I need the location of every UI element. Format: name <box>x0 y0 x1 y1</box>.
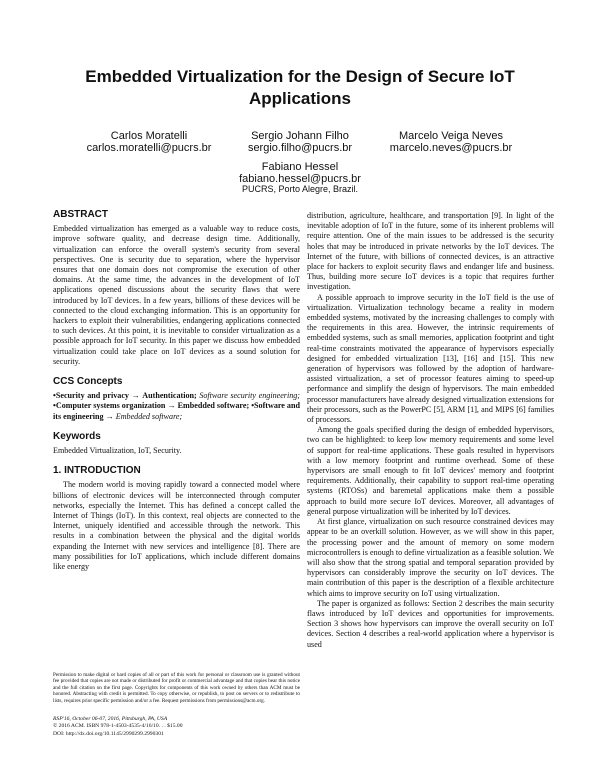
ccs-concept-1-leaf: Software security engineering; <box>199 391 300 401</box>
bullet-3: • <box>251 401 255 411</box>
ccs-concepts <box>53 391 300 422</box>
bullet-1: • <box>53 391 56 401</box>
author-block-4 <box>215 161 385 185</box>
ccs-heading: CCS Concepts <box>53 376 123 388</box>
author-email: sergio.filho@pucrs.br <box>247 142 353 154</box>
author-block-1 <box>64 130 234 154</box>
bullet-2: • <box>53 401 56 411</box>
left-column <box>53 208 300 572</box>
conference-info <box>53 716 300 738</box>
ccs-concept-1: Security and privacy <box>55 391 129 401</box>
conference-venue: RSP'16, October 06-07, 2016, Pittsburgh, PA, USA <box>53 716 168 722</box>
arrow-2: → <box>167 401 176 411</box>
right-paragraph-3: Among the goals specified during the design of embedded hypervisors, two can be highlighted: to keep low memory requirements and some level of support for real-time applications. These goals resulted in hypervisors with a low memory footprint and runtime overhead. Some of these hypervisors are small enough to fit IoT devices' memory and footprint requirements. Additionally, their capability to support real-time operating systems (RTOSs) and baremetal applications make them a possible approach to build more secure IoT devices. Moreover, all advantages of general purpose virtualization will be inherited by IoT devices. <box>307 425 554 516</box>
author-name: Sergio Johann Filho <box>251 130 349 142</box>
author-email: carlos.moratelli@pucrs.br <box>86 142 212 154</box>
ccs-concept-3: Software and its engineering <box>53 401 300 421</box>
author-email: marcelo.neves@pucrs.br <box>389 142 513 154</box>
doi-line: DOI: http://dx.doi.org/10.1145/2990299.2990301 <box>53 730 164 737</box>
ccs-concept-2: Computer systems organization <box>55 401 166 411</box>
introduction-heading: 1. INTRODUCTION <box>53 465 141 477</box>
keywords-text: Embedded Virtualization, IoT, Security. <box>53 446 182 456</box>
author-email: fabiano.hessel@pucrs.br <box>239 173 361 185</box>
right-paragraph-1: distribution, agriculture, healthcare, and transportation [9]. In light of the inevitable adoption of IoT in the future, some of its inherent problems will require attention. One of the main issues to be addressed is the security holes that may be introduced in private networks by the IoT devices. The Internet of the future, with billions of connected devices, is an attractive place for hackers to exploit security flaws and endanger life and business. Thus, building more secure IoT devices is a topic that requires further investigation. <box>307 211 554 292</box>
ccs-concept-2-sub: Embedded software; <box>177 401 250 411</box>
author-block-3 <box>366 130 536 154</box>
permission-notice: Permission to make digital or hard copies of all or part of this work for personal or classroom use is granted without fee provided that copies are not made or distributed for profit or commercial advantage and that copies bear this notice and the full citation on the first page. Copyrights for components of this work owned by others than ACM must be honored. Abstracting with credit is permitted. To copy otherwise, or republish, to post on servers or to redistribute to lists, requires prior specific permission and/or a fee. Request permissions from permissions@acm.org. <box>53 672 300 704</box>
ccs-concept-3-leaf: Embedded software; <box>115 411 183 421</box>
author-name: Fabiano Hessel <box>261 161 339 173</box>
right-paragraph-2: A possible approach to improve security in the IoT field is the use of virtualization. Virtualization technology became a reality in modern embedded systems, motivated by the increasing challenges to comply with the requirements in this area. However, the intrinsic requirements of embedded systems, such as small memories, application footprint and tight real-time constraints motivated the appearance of hypervisors especially designed for embedded virtualization [13], [16] and [15]. This new generation of hypervisors was followed by the adoption of hardware-assisted virtualization, a set of processor features aiming to speed-up performance and simplify the design of hypervisors. The main embedded processor manufacturers have already designed virtualization extensions for their processors, such as the PowerPC [5], ARM [1], and MIPS [6] families of processors. <box>307 292 554 425</box>
right-column <box>307 211 554 650</box>
affiliation: PUCRS, Porto Alegre, Brazil. <box>241 184 359 194</box>
right-paragraph-4: At first glance, virtualization on such resource constrained devices may appear to be an overkill solution. However, as we will show in this paper, the processing power and the amount of memory on some modern microcontrollers is enough to define virtualization as a feasible solution. We will also show that the strong spatial and temporal separation provided by hypervisors can considerably improve the security on IoT devices. The main contribution of this paper is the description of a flexible architecture which aims to improve security on IoT using virtualization. <box>307 517 554 598</box>
author-name: Marcelo Veiga Neves <box>399 130 503 142</box>
intro-paragraph-1: The modern world is moving rapidly toward a connected model where billions of electronic devices will be interconnected through computer networks, especially the Internet. This has defined a concept called the Internet of Things (IoT). In this context, real objects are connected to the Internet, uniquely identified and accessible through the network. This results in a combination between the physical and the digital worlds expanding the Internet with new services and intelligence [8]. There are many possibilities for IoT applications, which include different domains like energy <box>53 480 300 572</box>
arrow-3: → <box>105 411 114 421</box>
keywords-heading: Keywords <box>53 430 101 442</box>
arrow-1: → <box>131 391 140 401</box>
isbn-line: © 2016 ACM. ISBN 978-1-4503-4535-4/16/10. . . $15.00 <box>53 723 183 730</box>
title-line-1: Embedded Virtualization for the Design of Secure IoT <box>85 67 515 86</box>
abstract-text: Embedded virtualization has emerged as a valuable way to reduce costs, improve software quality, and decrease design time. Additionally, virtualization can enforce the overall system's security from several perspectives. One is security due to separation, where the hypervisor ensures that one domain does not compromise the execution of other domains. At the same time, the advances in the development of IoT applications opened discussions about the security flaws that were introduced by IoT devices. In a few years, billions of these devices will be connected to the cloud exchanging information. This is an opportunity for hackers to exploit their vulnerabilities, endangering applications connected to such devices. At this point, it is inevitable to consider virtualization as a possible approach for IoT security. In this paper we discuss how embedded virtualization could take place on IoT devices as a sound solution for security. <box>53 224 300 366</box>
title-line-2: Applications <box>248 89 351 108</box>
author-block-2 <box>215 130 385 154</box>
ccs-concept-1-sub: Authentication; <box>142 391 197 401</box>
author-name: Carlos Moratelli <box>110 130 188 142</box>
abstract-heading: ABSTRACT <box>53 209 108 220</box>
right-paragraph-5: The paper is organized as follows: Section 2 describes the main security flaws introduced by IoT devices and opportunities for improvements. Section 3 shows how hypervisors can improve the overall security on IoT devices. Section 4 describes a real-world application where a hypervisor is used <box>307 598 554 649</box>
paper-title <box>40 66 560 110</box>
